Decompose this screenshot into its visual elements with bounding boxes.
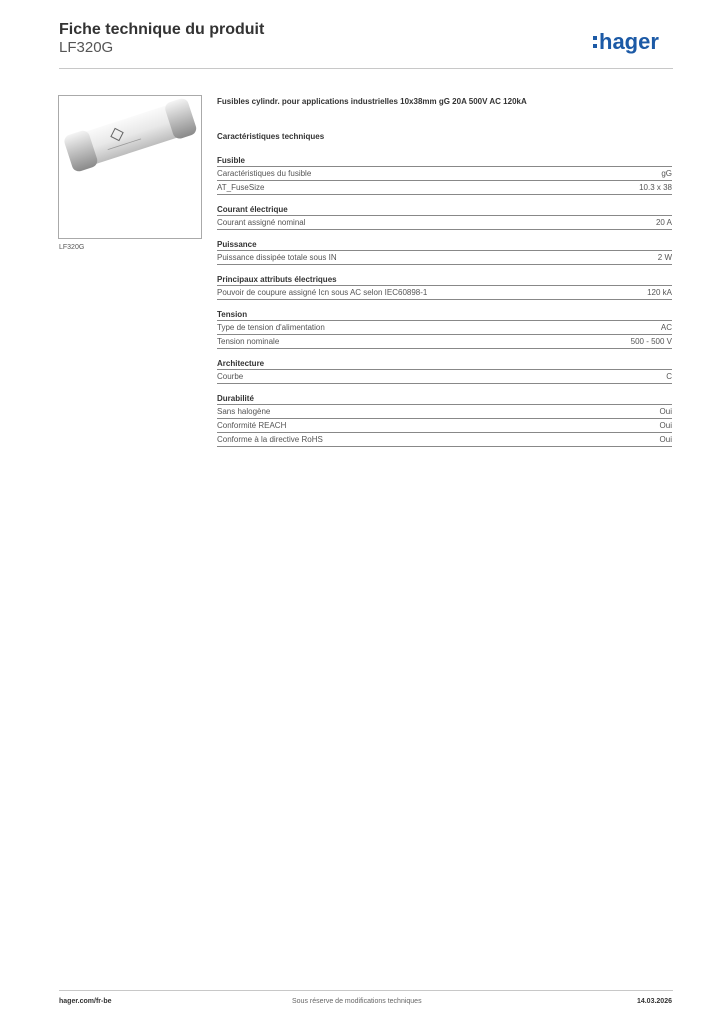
product-reference: LF320G [59,39,114,56]
spec-value: AC [660,323,672,332]
section-title: Durabilité [217,393,672,405]
spec-value: Oui [659,407,672,416]
footer-website-link[interactable]: hager.com/fr-be [59,998,112,1005]
spec-row [217,335,672,349]
spec-value: gG [661,169,672,178]
section-title: Principaux attributs électriques [217,274,672,286]
image-caption: LF320G [59,244,85,251]
specifications [217,97,672,447]
section-architecture [217,358,672,384]
section-durabilite [217,393,672,447]
spec-label: Courbe [217,372,244,381]
footer-divider [59,990,673,991]
spec-row [217,286,672,300]
hager-logo [592,26,676,58]
spec-value: 120 kA [647,288,672,297]
product-image [58,95,202,239]
spec-row [217,433,672,447]
section-attributs [217,274,672,300]
spec-value: Oui [659,435,672,444]
spec-value: 500 - 500 V [630,337,672,346]
spec-label: Tension nominale [217,337,280,346]
spec-row [217,167,672,181]
brand-wordmark: hager [599,29,659,54]
spec-row [217,216,672,230]
spec-label: Courant assigné nominal [217,218,306,227]
footer-date: 14.03.2026 [636,998,672,1005]
spec-label: Conformité REACH [217,421,287,430]
spec-value: 2 W [657,253,672,262]
section-title: Tension [217,309,672,321]
section-tension [217,309,672,349]
spec-value: Oui [659,421,672,430]
spec-label: Pouvoir de coupure assigné Icn sous AC selon IEC60898-1 [217,288,428,297]
section-title: Puissance [217,239,672,251]
spec-row [217,251,672,265]
spec-row [217,321,672,335]
spec-value: 20 A [655,218,672,227]
page-title: Fiche technique du produit [59,21,265,38]
product-description: Fusibles cylindr. pour applications industrielles 10x38mm gG 20A 500V AC 120kA [217,97,527,106]
section-title: Courant électrique [217,204,672,216]
spec-value: C [666,372,672,381]
section-title: Architecture [217,358,672,370]
section-fusible [217,155,672,195]
spec-label: Type de tension d'alimentation [217,323,325,332]
footer-disclaimer: Sous réserve de modifications techniques [292,998,422,1005]
spec-value: 10.3 x 38 [639,183,672,192]
spec-row [217,181,672,195]
section-title: Fusible [217,155,672,167]
spec-label: Conforme à la directive RoHS [217,435,323,444]
spec-row [217,370,672,384]
section-courant [217,204,672,230]
fuse-image [59,96,201,238]
section-puissance [217,239,672,265]
technical-heading: Caractéristiques techniques [217,132,325,141]
spec-row [217,419,672,433]
spec-label: AT_FuseSize [217,183,265,192]
spec-label: Sans halogène [217,407,271,416]
spec-label: Caractéristiques du fusible [217,169,312,178]
spec-label: Puissance dissipée totale sous IN [217,253,337,262]
spec-row [217,405,672,419]
header-divider [59,68,673,69]
